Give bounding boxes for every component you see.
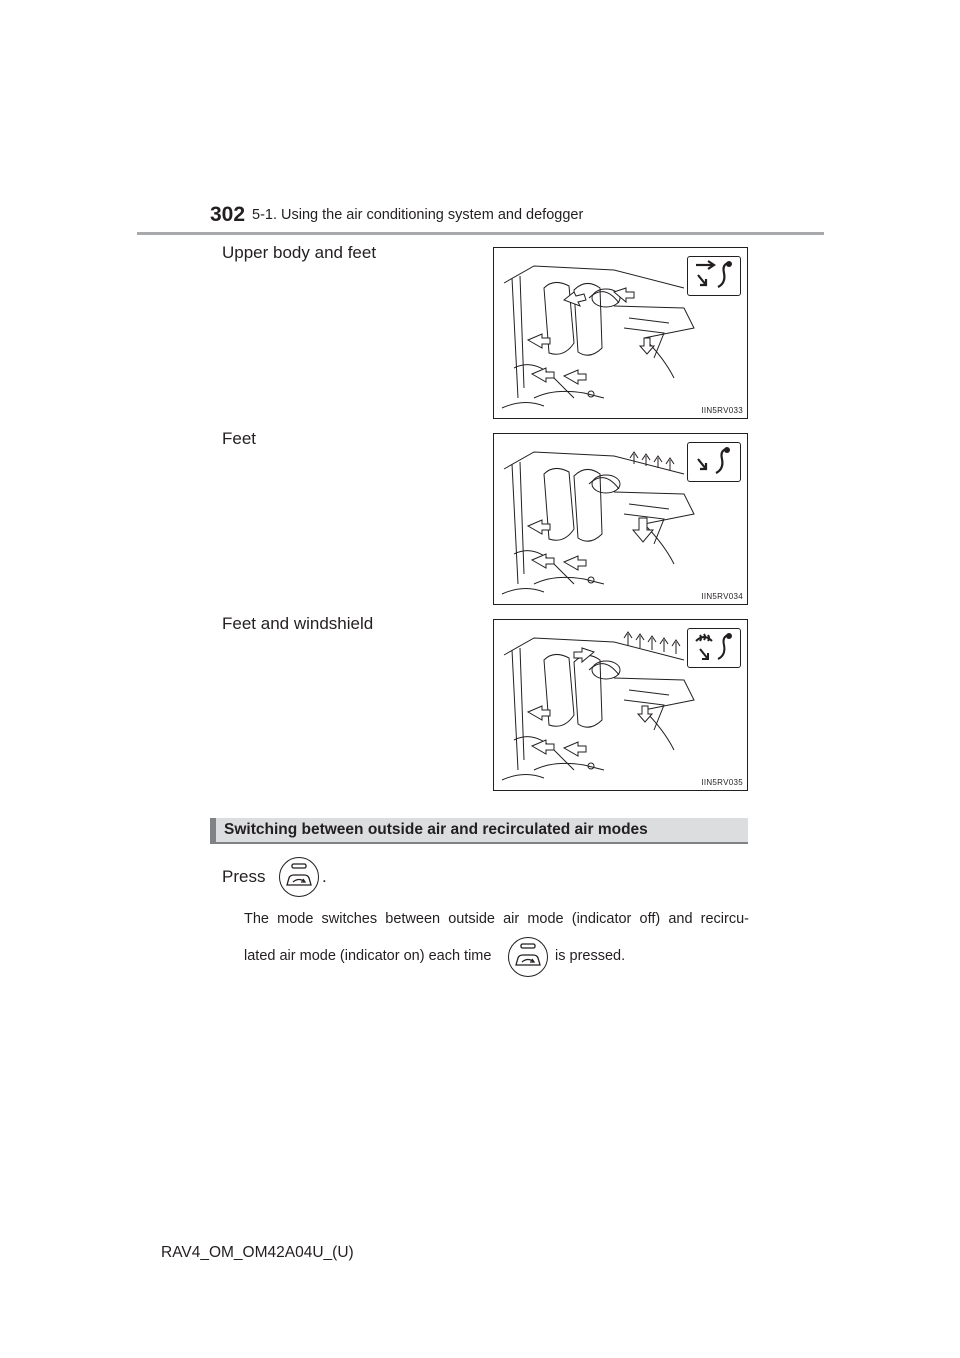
vent-feet-and-windshield-icon xyxy=(687,628,741,668)
mode-label-upper-body-and-feet: Upper body and feet xyxy=(222,243,377,262)
section-title: 5-1. Using the air conditioning system and defogger xyxy=(252,207,584,223)
mode-label-feet-and-windshield: Feet and windshield xyxy=(222,614,374,633)
subheading-accent xyxy=(210,818,216,842)
figure-feet-and-windshield xyxy=(493,619,748,791)
vent-upper-body-and-feet-icon xyxy=(687,256,741,296)
figure-code: IIN5RV033 xyxy=(701,406,743,415)
mode-label-feet: Feet xyxy=(222,429,257,448)
figure-feet xyxy=(493,433,748,605)
body-text-line-2-end: is pressed. xyxy=(555,948,626,964)
body-text-line-2-start: lated air mode (indicator on) each time xyxy=(244,948,492,964)
press-word: Press xyxy=(222,867,266,886)
header-divider xyxy=(137,232,824,235)
recirculation-button-icon xyxy=(279,857,319,897)
press-instruction xyxy=(222,867,265,887)
body-text-line-1: The mode switches between outside air mode (indicator off) and recircu- xyxy=(244,911,749,927)
page-number: 302 xyxy=(210,203,246,226)
press-period: . xyxy=(322,867,327,886)
figure-code: IIN5RV034 xyxy=(701,592,743,601)
footer-doc-code: RAV4_OM_OM42A04U_(U) xyxy=(161,1244,354,1261)
subheading-recirculation: Switching between outside air and recirculated air modes xyxy=(224,821,648,838)
vent-feet-icon xyxy=(687,442,741,482)
subheading-bar xyxy=(210,818,748,844)
figure-code: IIN5RV035 xyxy=(701,778,743,787)
recirculation-button-icon xyxy=(508,937,548,977)
figure-upper-body-and-feet xyxy=(493,247,748,419)
